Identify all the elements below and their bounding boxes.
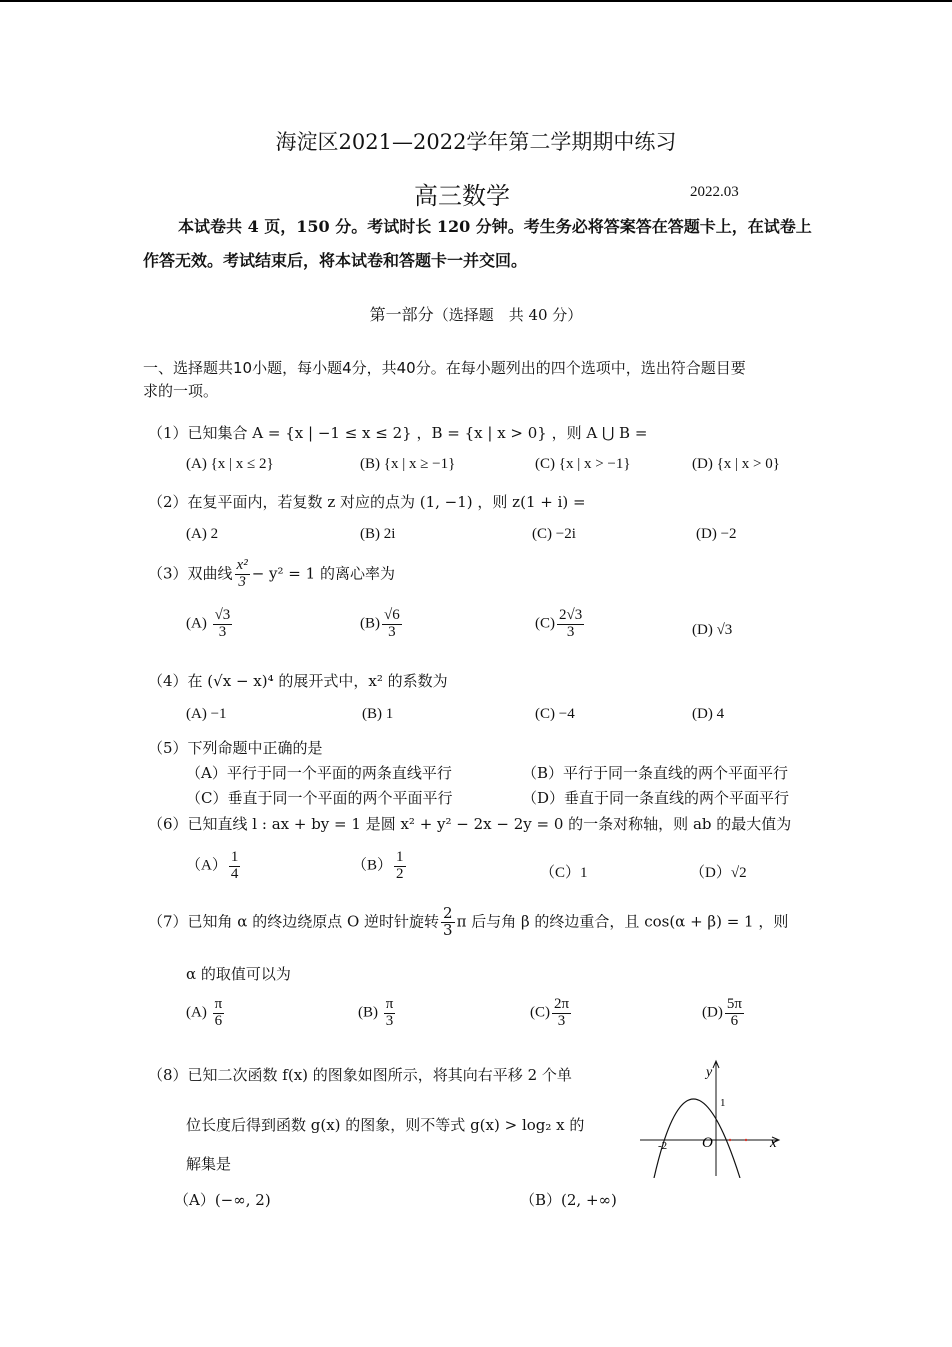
option-fraction — [725, 997, 744, 1030]
question-2-option-d: (D) −2 — [696, 526, 737, 542]
fraction-numerator: 2√3 — [559, 607, 583, 623]
parabola-curve — [654, 1099, 740, 1178]
option-fraction — [384, 997, 396, 1030]
fraction-numerator: 2π — [554, 996, 570, 1012]
fraction-denominator: 4 — [230, 865, 239, 882]
fraction-denominator: 3 — [385, 1012, 394, 1029]
question-7-stem-suffix: π 后与角 β 的终边重合，且 cos(α + β) = 1 ，则 — [456, 912, 789, 931]
part-one-heading — [0, 302, 952, 325]
page-top-border — [0, 0, 952, 2]
question-3-expression: − y² = 1 的离心率为 — [251, 564, 395, 583]
question-5-option-c: （C）垂直于同一个平面的两个平面平行 — [186, 789, 453, 807]
fraction-denominator: 3 — [218, 623, 227, 640]
question-4-option-b: (B) 1 — [362, 706, 394, 722]
question-4-option-a: (A) −1 — [186, 706, 227, 722]
question-3-stem — [148, 558, 395, 591]
x-axis-label: x — [770, 1135, 777, 1151]
question-6-option-b — [352, 850, 408, 883]
exam-date: 2022.03 — [690, 184, 739, 200]
option-label: (B) — [360, 615, 380, 632]
y-axis-label: y — [706, 1065, 713, 1080]
question-5-stem: （5）下列命题中正确的是 — [148, 739, 323, 757]
question-8-line-2: 位长度后得到函数 g(x) 的图象，则不等式 g(x) > log₂ x 的 — [186, 1116, 585, 1134]
fraction-denominator: 3 — [388, 623, 396, 640]
option-fraction — [557, 608, 584, 641]
exam-title: 海淀区2021—2022学年第二学期期中练习 — [275, 130, 677, 154]
fraction-denominator: 3 — [557, 1012, 566, 1029]
part-one-subtitle: （选择题 共 40 分） — [433, 306, 583, 324]
fraction-numerator: π — [214, 996, 223, 1012]
question-3-option-b — [360, 608, 404, 641]
fraction-numerator: 1 — [230, 849, 239, 865]
exam-subject: 高三数学 — [414, 182, 510, 210]
option-label: （B） — [352, 857, 393, 874]
option-label: (D) — [702, 1004, 723, 1021]
question-1-option-c: (C) {x | x > −1} — [535, 456, 631, 472]
origin-label: O — [702, 1135, 713, 1151]
question-5-option-d: （D）垂直于同一条直线的两个平面平行 — [522, 789, 790, 807]
question-3-option-c — [535, 608, 586, 641]
question-7-stem-prefix: （7）已知角 α 的终边绕原点 O 逆时针旋转 — [148, 912, 440, 931]
option-fraction — [552, 997, 571, 1030]
question-1-option-b: (B) {x | x ≥ −1} — [360, 456, 456, 472]
option-fraction — [229, 850, 241, 883]
question-3-option-d: (D) √3 — [692, 622, 733, 638]
exam-notice-line-1: 本试卷共 4 页，150 分。考试时长 120 分钟。考生务必将答案答在答题卡上，在试卷上 — [178, 217, 812, 236]
question-7-stem-line-2: α 的取值可以为 — [186, 965, 291, 983]
question-5-option-b: （B）平行于同一条直线的两个平面平行 — [522, 764, 789, 782]
instruction-line-2: 求的一项。 — [143, 382, 219, 400]
option-label: (A) — [186, 1004, 207, 1021]
question-4-option-c: (C) −4 — [535, 706, 575, 722]
question-6-option-d: （D）√2 — [690, 865, 747, 881]
question-7-option-c — [530, 997, 573, 1030]
fraction-numerator: 1 — [396, 849, 404, 865]
question-2-option-a: (A) 2 — [186, 526, 219, 542]
question-7-fraction — [441, 906, 455, 939]
tick-label-neg-2: -2 — [658, 1140, 668, 1152]
point-marker — [745, 1139, 747, 1141]
question-8-line-1: （8）已知二次函数 f(x) 的图象如图所示，将其向右平移 2 个单 — [148, 1066, 572, 1084]
question-2-option-b: (B) 2i — [360, 526, 396, 542]
fraction-numerator: √6 — [384, 607, 400, 623]
question-3-option-a — [186, 608, 234, 641]
tick-label-1: 1 — [720, 1097, 726, 1109]
fraction-numerator: π — [385, 996, 394, 1012]
fraction-numerator: √3 — [214, 607, 231, 623]
option-label: (A) — [186, 615, 207, 632]
option-label: (C) — [535, 615, 555, 632]
question-7-option-a — [186, 997, 226, 1030]
question-1-option-a: (A) {x | x ≤ 2} — [186, 456, 274, 472]
instruction-line-1: 一、选择题共10小题，每小题4分，共40分。在每小题列出的四个选项中，选出符合题目要 — [143, 359, 746, 377]
question-1-option-d: (D) {x | x > 0} — [692, 456, 780, 472]
question-5-option-a: （A）平行于同一个平面的两条直线平行 — [186, 764, 452, 782]
question-6-option-a — [186, 850, 242, 883]
question-7-stem — [148, 906, 788, 939]
question-2-stem: （2）在复平面内，若复数 z 对应的点为 (1, −1) ，则 z(1 + i) = — [148, 493, 586, 511]
fraction-numerator: 2 — [443, 904, 453, 922]
option-fraction — [382, 608, 402, 641]
question-3-prefix: （3）双曲线 — [148, 564, 233, 583]
fraction-denominator: 3 — [443, 920, 453, 939]
option-fraction — [213, 997, 225, 1030]
option-label: (C) — [530, 1004, 550, 1021]
question-6-option-c: （C）1 — [540, 865, 588, 881]
exam-notice-line-2: 作答无效。考试结束后，将本试卷和答题卡一并交回。 — [143, 251, 528, 270]
question-7-option-b — [358, 997, 397, 1030]
option-label: （A） — [186, 857, 227, 874]
question-3-fraction — [235, 558, 250, 591]
question-8-parabola-graph — [636, 1056, 786, 1178]
option-fraction — [213, 608, 233, 641]
question-2-option-c: (C) −2i — [532, 526, 576, 542]
fraction-denominator: 6 — [214, 1012, 223, 1029]
question-4-option-d: (D) 4 — [692, 706, 725, 722]
fraction-denominator: 2 — [396, 865, 404, 882]
question-8-option-b: （B）(2, +∞) — [520, 1191, 617, 1209]
root-marker — [729, 1139, 731, 1141]
question-3-fraction-denominator: 3 — [238, 573, 246, 590]
fraction-numerator: 5π — [726, 996, 742, 1012]
option-label: (B) — [358, 1004, 378, 1021]
question-1-stem: （1）已知集合 A = {x | −1 ≤ x ≤ 2} ，B = {x | x > 0} ，则 A ⋃ B = — [148, 424, 648, 442]
fraction-denominator: 6 — [730, 1012, 739, 1029]
option-fraction — [394, 850, 406, 883]
part-one-title: 第一部分 — [369, 305, 434, 324]
question-8-option-a: （A）(−∞, 2) — [174, 1191, 271, 1209]
question-6-stem: （6）已知直线 l : ax + by = 1 是圆 x² + y² − 2x − 2y = 0 的一条对称轴，则 ab 的最大值为 — [148, 815, 792, 833]
question-4-stem: （4）在 (√x − x)⁴ 的展开式中，x² 的系数为 — [148, 672, 448, 690]
question-7-option-d — [702, 997, 746, 1030]
fraction-denominator: 3 — [566, 623, 575, 640]
question-3-fraction-numerator: x² — [236, 557, 248, 573]
question-8-line-3: 解集是 — [186, 1155, 232, 1173]
